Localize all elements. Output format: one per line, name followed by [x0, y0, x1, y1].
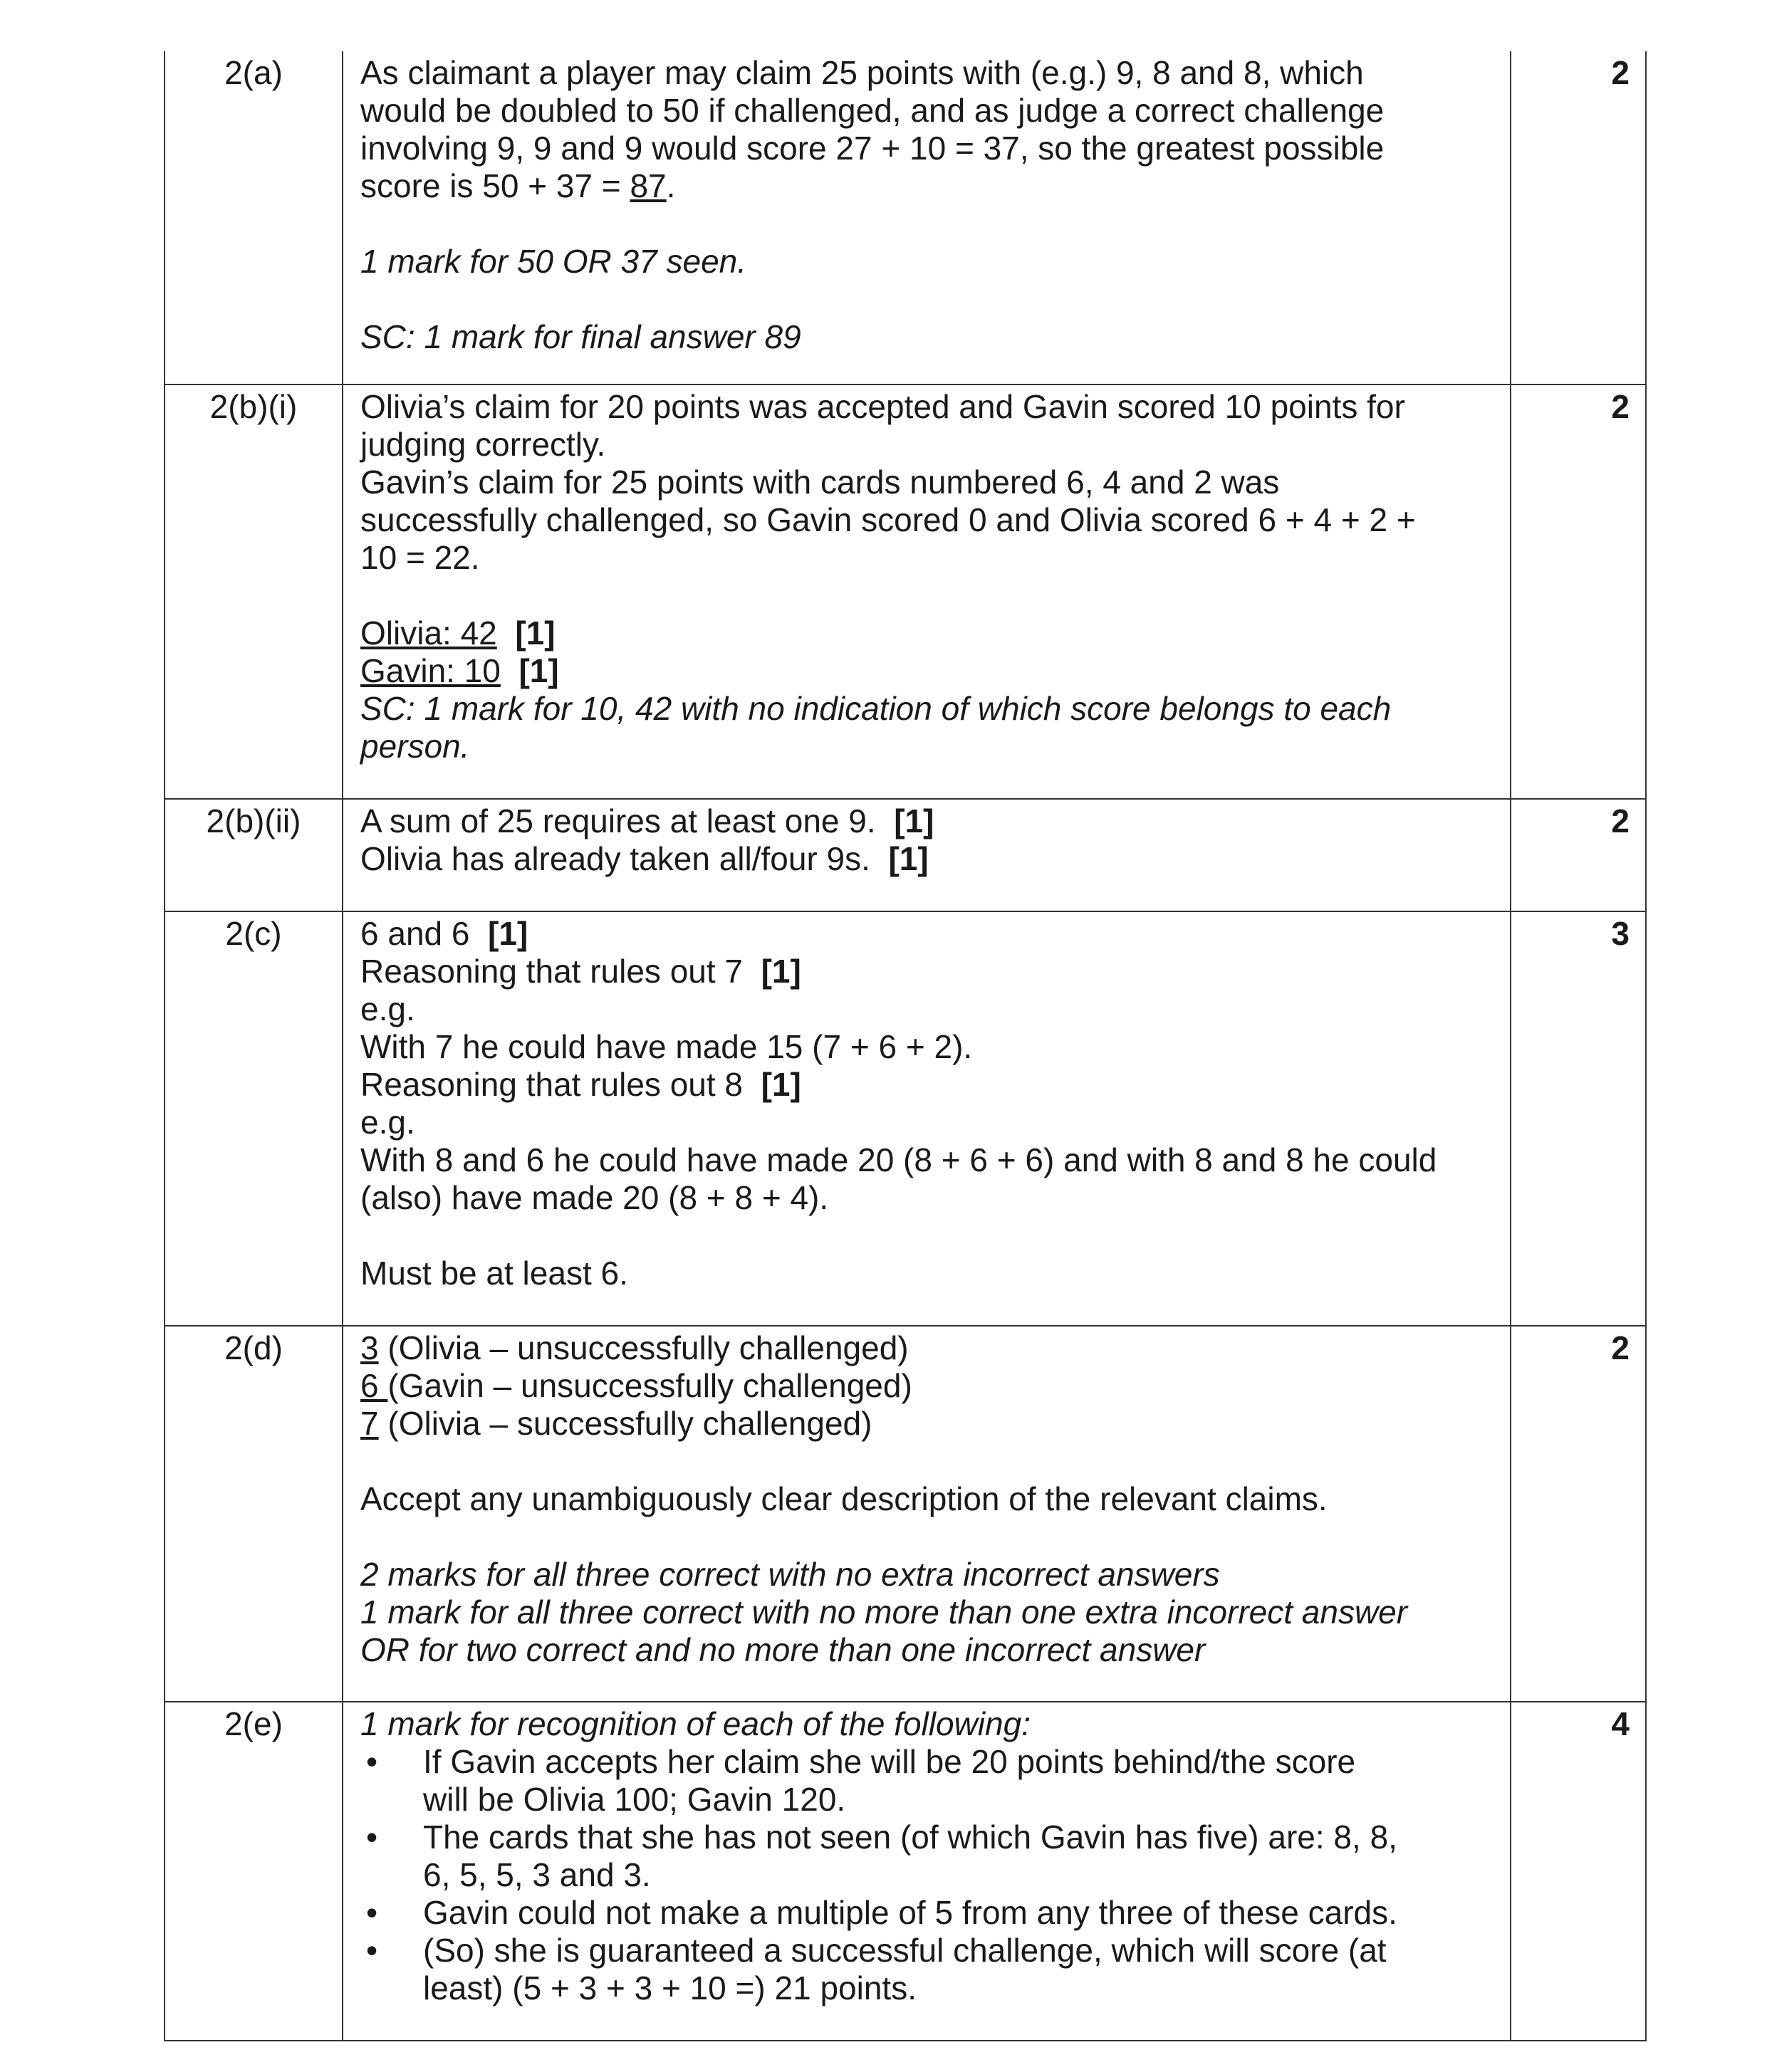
answer-text: 6 and 6 [1]	[360, 915, 528, 952]
mark-scheme-table	[164, 51, 1647, 2041]
question-label: 2(b)(i)	[165, 384, 343, 799]
answer-text: Accept any unambiguously clear description of the relevant claims.	[360, 1480, 1328, 1517]
table-row	[165, 799, 1646, 911]
special-case-note: person.	[360, 728, 470, 765]
answer-item: 7 (Olivia – successfully challenged)	[360, 1405, 872, 1442]
answer-number: 7	[360, 1405, 379, 1442]
answer-text: As claimant a player may claim 25 points with (e.g.) 9, 8 and 8, which	[360, 54, 1364, 91]
answer-text	[360, 614, 1496, 652]
answer-text: Gavin’s claim for 25 points with cards numbered 6, 4 and 2 was	[360, 464, 1280, 501]
table-row	[165, 911, 1646, 1326]
answer-text	[360, 652, 1496, 690]
answer-text: successfully challenged, so Gavin scored 0 and Olivia scored 6 + 4 + 2 +	[360, 501, 1416, 538]
answer-text: would be doubled to 50 if challenged, and as judge a correct challenge	[360, 92, 1385, 129]
list-item: • (So) she is guaranteed a successful challenge, which will score (at least) (5 + 3 + 3 + 10 =) 21 points.	[360, 1932, 1496, 2007]
answer-text: involving 9, 9 and 9 would score 27 + 10 = 37, so the greatest possible	[360, 130, 1385, 167]
bullet-list	[360, 1743, 1496, 2007]
mark-tag: [1]	[488, 915, 528, 952]
answer-cell	[343, 911, 1511, 1326]
answer-text: Reasoning that rules out 8 [1]	[360, 1066, 801, 1103]
answer-cell	[343, 51, 1511, 384]
marking-note: 1 mark for recognition of each of the following:	[360, 1705, 1031, 1742]
table-row	[165, 384, 1646, 799]
answer-text: A sum of 25 requires at least one 9. [1]	[360, 802, 934, 839]
answer-cell	[343, 1326, 1511, 1702]
answer-text: Olivia’s claim for 20 points was accepted and Gavin scored 10 points for	[360, 388, 1405, 425]
marks-value: 2	[1511, 1326, 1646, 1702]
marking-note: 1 mark for 50 OR 37 seen.	[360, 243, 747, 280]
list-item: • Gavin could not make a multiple of 5 from any three of these cards.	[360, 1894, 1496, 1932]
marks-value: 2	[1511, 51, 1646, 384]
mark-tag: [1]	[761, 953, 801, 990]
gavin-score: Gavin: 10	[360, 652, 501, 689]
marking-note: OR for two correct and no more than one incorrect answer	[360, 1631, 1206, 1668]
special-case-note: SC: 1 mark for 10, 42 with no indication of which score belongs to each	[360, 690, 1392, 727]
list-item: • If Gavin accepts her claim she will be 20 points behind/the score will be Olivia 100; Gavin 120.	[360, 1743, 1496, 1819]
answer-text: Must be at least 6.	[360, 1255, 628, 1292]
marking-note: 1 mark for all three correct with no more than one extra incorrect answer	[360, 1594, 1408, 1631]
answer-number: 6	[360, 1367, 388, 1404]
special-case-note: SC: 1 mark for final answer 89	[360, 318, 801, 355]
answer-text: With 8 and 6 he could have made 20 (8 + 6 + 6) and with 8 and 8 he could	[360, 1141, 1437, 1178]
answer-text: 10 = 22.	[360, 539, 480, 576]
question-label: 2(b)(ii)	[165, 799, 343, 911]
answer-text: e.g.	[360, 1104, 415, 1141]
answer-text: judging correctly.	[360, 426, 606, 463]
mark-tag: [1]	[518, 652, 559, 689]
question-label: 2(e)	[165, 1702, 343, 2041]
mark-tag: [1]	[894, 802, 934, 839]
olivia-score: Olivia: 42	[360, 614, 497, 652]
list-item: • The cards that she has not seen (of which Gavin has five) are: 8, 8, 6, 5, 5, 3 and 3.	[360, 1819, 1496, 1894]
marks-value: 2	[1511, 799, 1646, 911]
answer-item: 3 (Olivia – unsuccessfully challenged)	[360, 1329, 909, 1366]
mark-tag: [1]	[515, 614, 556, 652]
mark-tag: [1]	[888, 840, 929, 877]
table-row	[165, 1702, 1646, 2041]
question-label: 2(d)	[165, 1326, 343, 1702]
mark-tag: [1]	[761, 1066, 801, 1103]
answer-cell	[343, 1702, 1511, 2041]
answer-text: With 7 he could have made 15 (7 + 6 + 2).	[360, 1028, 973, 1065]
answer-cell	[343, 384, 1511, 799]
marks-value: 3	[1511, 911, 1646, 1326]
question-label: 2(a)	[165, 51, 343, 384]
answer-text: e.g.	[360, 990, 415, 1027]
table-row	[165, 1326, 1646, 1702]
marks-value: 2	[1511, 384, 1646, 799]
table-row	[165, 51, 1646, 384]
marking-note: 2 marks for all three correct with no extra incorrect answers	[360, 1556, 1220, 1593]
answer-text: Olivia has already taken all/four 9s. [1]	[360, 840, 929, 877]
final-answer: 87	[630, 167, 667, 204]
answer-text: score is 50 + 37 = 87.	[360, 167, 676, 204]
answer-number: 3	[360, 1329, 379, 1366]
answer-item: 6 (Gavin – unsuccessfully challenged)	[360, 1367, 912, 1404]
answer-text: (also) have made 20 (8 + 8 + 4).	[360, 1179, 829, 1216]
answer-text: Reasoning that rules out 7 [1]	[360, 953, 801, 990]
marks-value: 4	[1511, 1702, 1646, 2041]
answer-cell	[343, 799, 1511, 911]
question-label: 2(c)	[165, 911, 343, 1326]
